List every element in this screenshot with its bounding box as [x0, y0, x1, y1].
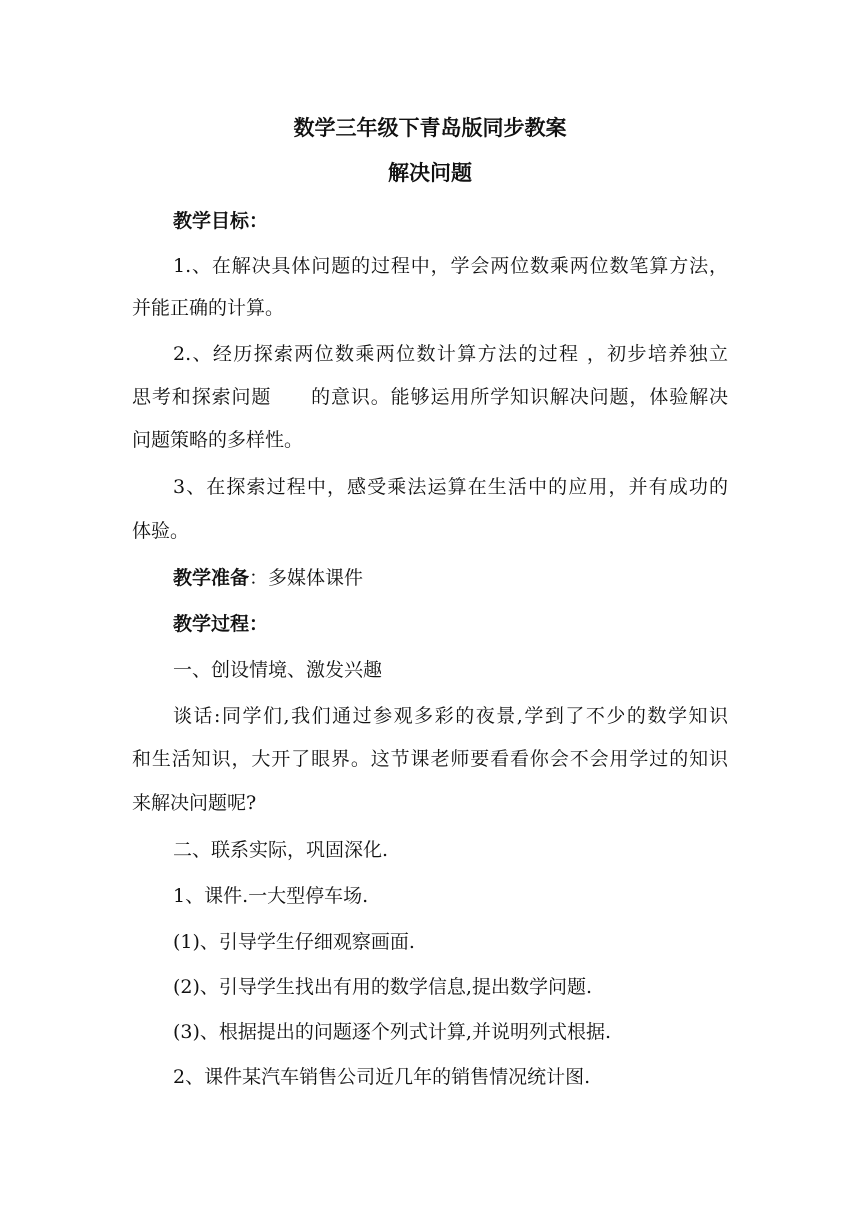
item-1: 1、课件.一大型停车场. [173, 885, 369, 907]
document-title: 数学三年级下青岛版同步教案 [293, 116, 567, 140]
objective-3-line-1: 3、在探索过程中，感受乘法运算在生活中的应用，并有成功的 [173, 476, 728, 498]
objective-1-line-1: 1.、在解决具体问题的过程中，学会两位数乘两位数笔算方法， [173, 255, 728, 277]
talk-line-1: 谈话:同学们,我们通过参观多彩的夜景,学到了不少的数学知识 [173, 705, 728, 727]
item-2: 2、课件某汽车销售公司近几年的销售情况统计图. [173, 1066, 591, 1088]
preparation-colon: ： [249, 567, 269, 589]
step-1: (1)、引导学生仔细观察画面. [173, 931, 415, 953]
objective-2-line-3: 问题策略的多样性。 [132, 429, 304, 451]
process-heading: 教学过程： [173, 613, 269, 635]
talk-line-2: 和生活知识，大开了眼界。这节课老师要看看你会不会用学过的知识 [132, 748, 728, 770]
teaching-preparation [173, 565, 363, 591]
preparation-value: 多媒体课件 [268, 567, 364, 589]
objectives-heading: 教学目标： [173, 210, 269, 232]
preparation-label: 教学准备 [173, 567, 250, 589]
step-2: (2)、引导学生找出有用的数学信息,提出数学问题. [173, 976, 592, 998]
objective-3-line-2: 体验。 [132, 520, 190, 542]
document-subtitle: 解决问题 [388, 161, 472, 185]
objective-1-line-2: 并能正确的计算。 [132, 297, 285, 319]
section-2-heading: 二、联系实际，巩固深化. [173, 839, 389, 861]
section-1-heading: 一、创设情境、激发兴趣 [173, 659, 383, 681]
step-3: (3)、根据提出的问题逐个列式计算,并说明列式根据. [173, 1021, 611, 1043]
objective-2-line-1: 2.、经历探索两位数乘两位数计算方法的过程 ，初步培养独立 [173, 343, 728, 365]
talk-line-3: 来解决问题呢? [132, 792, 257, 814]
objective-2-line-2: 思考和探索问题 的意识。能够运用所学知识解决问题，体验解决 [132, 386, 728, 408]
